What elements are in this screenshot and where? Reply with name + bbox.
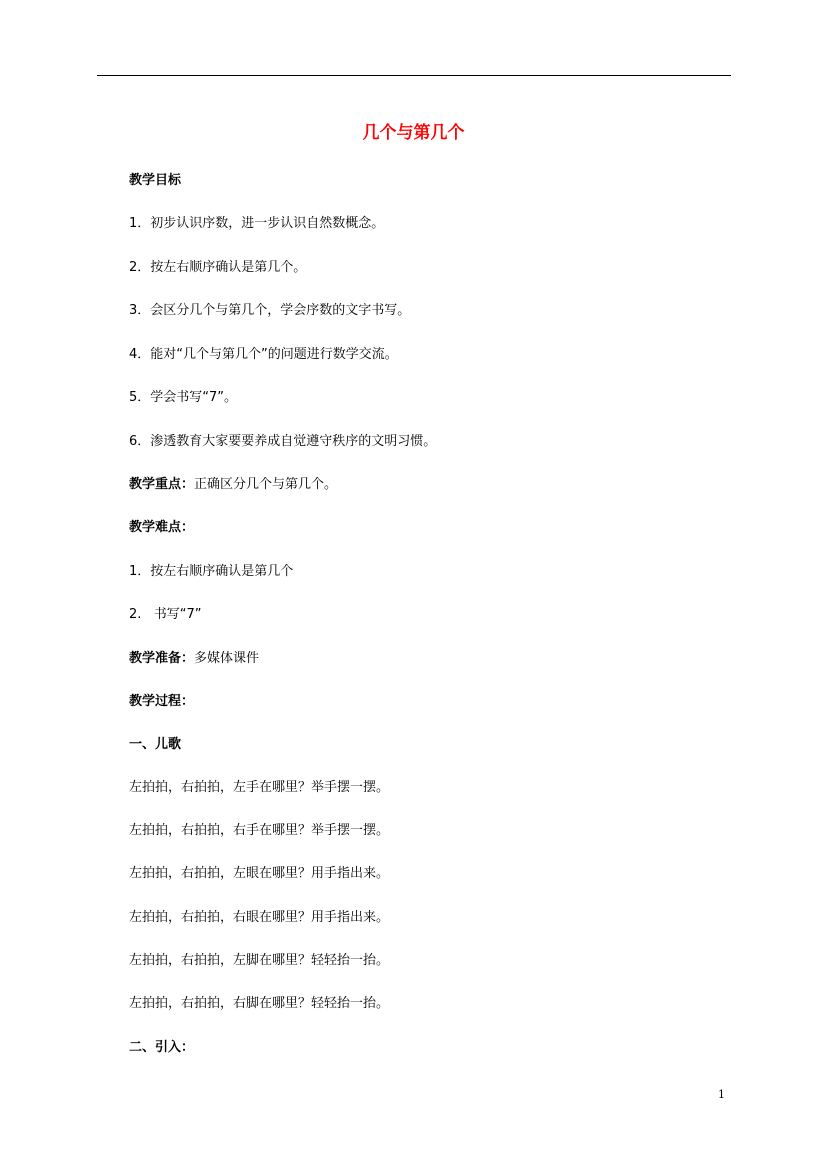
rhyme-line: 左拍拍，右拍拍，左眼在哪里？用手指出来。: [129, 866, 390, 881]
key-point-text: 正确区分几个与第几个。: [194, 477, 338, 492]
section-heading-intro: 二、引入：: [129, 1040, 195, 1055]
rhyme-line: 左拍拍，右拍拍，右脚在哪里？轻轻抬一抬。: [129, 996, 390, 1011]
difficulty-item: 2. 书写“7”: [129, 607, 202, 622]
rhyme-line: 左拍拍，右拍拍，右手在哪里？举手摆一摆。: [129, 823, 390, 838]
preparation-label: 教学准备：: [129, 651, 195, 666]
goal-item: 2．按左右顺序确认是第几个。: [129, 260, 307, 275]
rhyme-line: 左拍拍，右拍拍，左手在哪里？举手摆一摆。: [129, 780, 390, 795]
rhyme-line: 左拍拍，右拍拍，右眼在哪里？用手指出来。: [129, 910, 390, 925]
difficulty-item: 1．按左右顺序确认是第几个: [129, 564, 294, 579]
goal-item: 3．会区分几个与第几个，学会序数的文字书写。: [129, 303, 411, 318]
goal-item: 4．能对“几个与第几个”的问题进行数学交流。: [129, 347, 398, 362]
goal-item: 1．初步认识序数，进一步认识自然数概念。: [129, 216, 385, 231]
key-point-label: 教学重点：: [129, 477, 195, 492]
preparation-text: 多媒体课件: [194, 651, 260, 666]
document-title: 几个与第几个: [362, 123, 465, 143]
goal-item: 5．学会书写“7”。: [129, 390, 238, 405]
rhyme-line: 左拍拍，右拍拍，左脚在哪里？轻轻抬一抬。: [129, 953, 390, 968]
difficulty-heading: 教学难点：: [129, 520, 195, 535]
goal-item: 6．渗透教育大家要要养成自觉遵守秩序的文明习惯。: [129, 434, 437, 449]
preparation: [129, 649, 259, 669]
header-rule: [97, 75, 731, 76]
process-heading: 教学过程：: [129, 694, 195, 709]
goals-heading: 教学目标: [129, 173, 182, 188]
page-number: 1: [718, 1088, 725, 1101]
section-heading-rhyme: 一、儿歌: [129, 737, 182, 752]
key-point: [129, 475, 337, 495]
